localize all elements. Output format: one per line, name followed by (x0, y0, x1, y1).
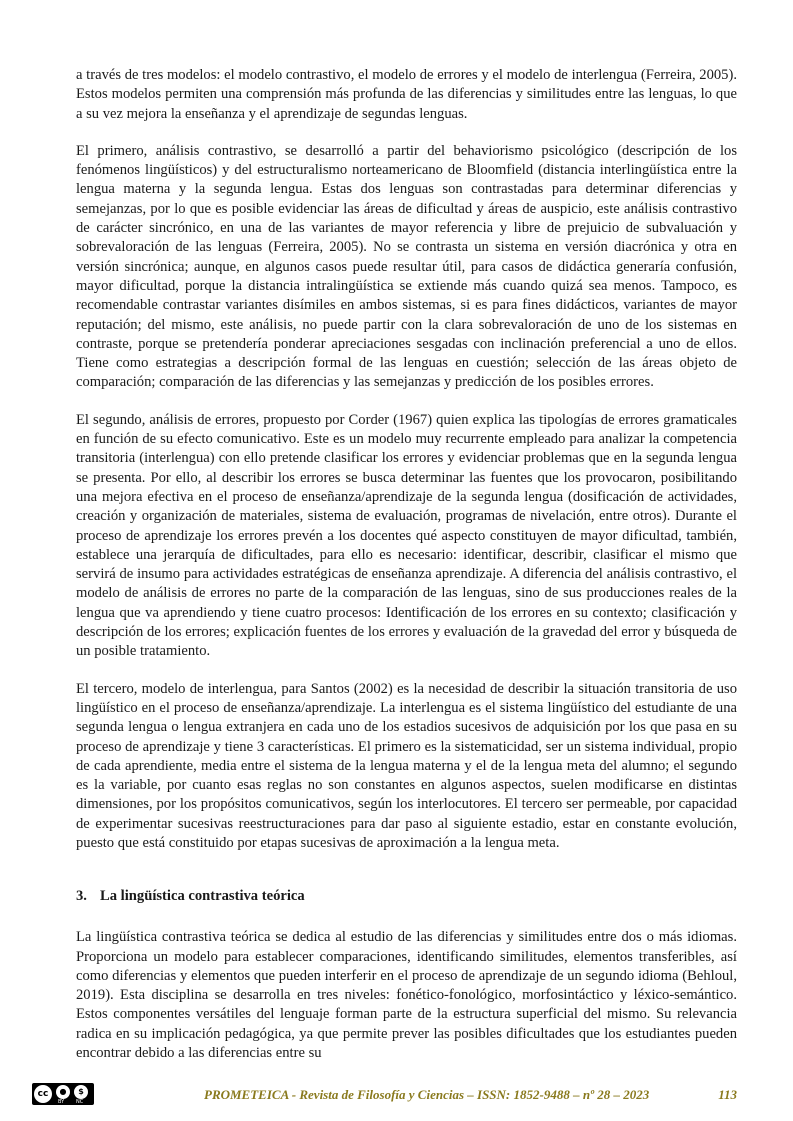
paragraph-error-analysis: El segundo, análisis de errores, propuesto por Corder (1967) quien explica las tipologías de errores gramaticales en función de su efecto comunicativo. Este es un modelo muy recurrente empleado para analizar la competencia transitoria (interlengua) con ello pretende clasificar los errores y evidenciar problemas que en la segunda lengua se presenta. Por ello, al describir los errores se busca determinar las fuentes que los provocaron, posibilitando una mejora efectiva en el proceso de enseñanza/aprendizaje de la segunda lengua (dosificación de actividades, creación y organización de materiales, sistema de evaluación, programas de nivelación, entre otros). Durante el proceso de aprendizaje los errores prevén a los docentes qué aspecto constituyen de mayor dificultad, también, establece una jerarquía de dificultades, para ello es necesario: identificar, describir, clasificar el mismo que servirá de insumo para actividades estratégicas de enseñanza aprendizaje. A diferencia del análisis contrastivo, el modelo de análisis de errores no parte de la comparación de las lenguas, sino de sus producciones reales de la lengua que va aprendiendo y tiene cuatro procesos: Identificación de los errores en su contexto; clasificación y descripción de los errores; explicación fuentes de los errores y evaluación de la gravedad del error y búsqueda de un posible tratamiento. (76, 411, 737, 660)
attribution-person-icon: ● (56, 1085, 70, 1099)
non-commercial-icon: $ (74, 1085, 88, 1099)
page-body (76, 66, 737, 1081)
license-nc-label: NC (76, 1099, 84, 1105)
cc-icon: cc (34, 1085, 52, 1103)
section-number: 3. (76, 888, 87, 905)
creative-commons-license-icon (32, 1083, 94, 1105)
journal-citation: PROMETEICA - Revista de Filosofía y Ciencias – ISSN: 1852-9488 – nº 28 – 2023 (204, 1087, 650, 1102)
page-number: 113 (718, 1087, 737, 1102)
paragraph-intro-models: a través de tres modelos: el modelo contrastivo, el modelo de errores y el modelo de interlengua (Ferreira, 2005). Estos modelos permiten una comprensión más profunda de las diferencias y similitudes entre las lenguas, lo que a su vez mejora la enseñanza y el aprendizaje de segundas lenguas. (76, 67, 737, 122)
section-title: La lingüística contrastiva teórica (100, 888, 305, 905)
paragraph-section-3: La lingüística contrastiva teórica se dedica al estudio de las diferencias y similitudes entre dos o más idiomas. Proporciona un modelo para establecer comparaciones, identificando similitudes, elementos transferibles, así como diferencias y elementos que pueden interferir en el proceso de aprendizaje de un segundo idioma (Behloul, 2019). Esta disciplina se desarrolla en tres niveles: fonético-fonológico, morfosintáctico y léxico-semántico. Estos componentes versátiles del lenguaje forman parte de la estructura superficial del mismo. Su relevancia radica en su implicación pedagógica, ya que permite prever las posibles dificultades que los estudiantes pueden encontrar debido a las diferencias entre su (76, 929, 737, 1062)
page-footer (32, 1083, 737, 1109)
license-by-label: BY (58, 1099, 65, 1105)
section-heading (76, 887, 737, 906)
paragraph-interlanguage: El tercero, modelo de interlengua, para Santos (2002) es la necesidad de describir la situación transitoria de uso lingüístico en el proceso de enseñanza/aprendizaje. La interlengua es el sistema lingüístico del estudiante de una segunda lengua o lengua extranjera en cada uno de los estadios sucesivos de adquisición por los que pasa en su proceso de aprendizaje y tiene 3 características. El primero es la sistematicidad, ser un sistema individual, propio de cada aprendiente, media entre el sistema de la lengua materna y el de la lengua meta del alumno; el segundo es la variable, por cuanto esas reglas no son constantes en algunos aspectos, suelen modificarse en distintas dimensiones, por los propósitos comunicativos, según los interlocutores. El tercero ser permeable, por capacidad de experimentar sucesivas reestructuraciones para dar paso al siguiente estadio, estar en constante evolución, puesto que está constituido por etapas sucesivas de aproximación a la lengua meta. (76, 680, 737, 851)
paragraph-contrastive-analysis: El primero, análisis contrastivo, se desarrolló a partir del behaviorismo psicológico (descripción de los fenómenos lingüísticos) y del estructuralismo norteamericano de Bloomfield (distancia interlingüística entre la lengua materna y la segunda lengua. Estas dos lenguas son contrastadas para determinar diferencias y semejanzas, por lo que es posible evidenciar las áreas de dificultad y áreas de auspicio, este análisis contrastivo de carácter sincrónico, en una de las variantes de mayor referencia y libre de prejuicio de subvaluación y sobrevaloración de las lenguas (Ferreira, 2005). No se contrasta un sistema en versión diacrónica y otra en versión sincrónica; aunque, en algunos casos puede resultar útil, para casos de didáctica generaría confusión, mayor dificultad, porque la distancia intralingüística se extiende más cuando quizá sea menos. Tampoco, es recomendable contrastar variantes disímiles en ambos sistemas, si es para fines didácticos, variantes de mayor reputación; del mismo, este análisis, no puede partir con la clara sobrevaloración de uno de los sistemas en contraste, porque se pretendería ponderar apreciaciones sesgadas con inclinación preferencial a uno de ellos. Tiene como estrategias a descripción formal de las lenguas en cuestión; selección de las áreas objeto de comparación; comparación de las diferencias y las semejanzas y predicción de los posibles errores. (76, 142, 737, 391)
